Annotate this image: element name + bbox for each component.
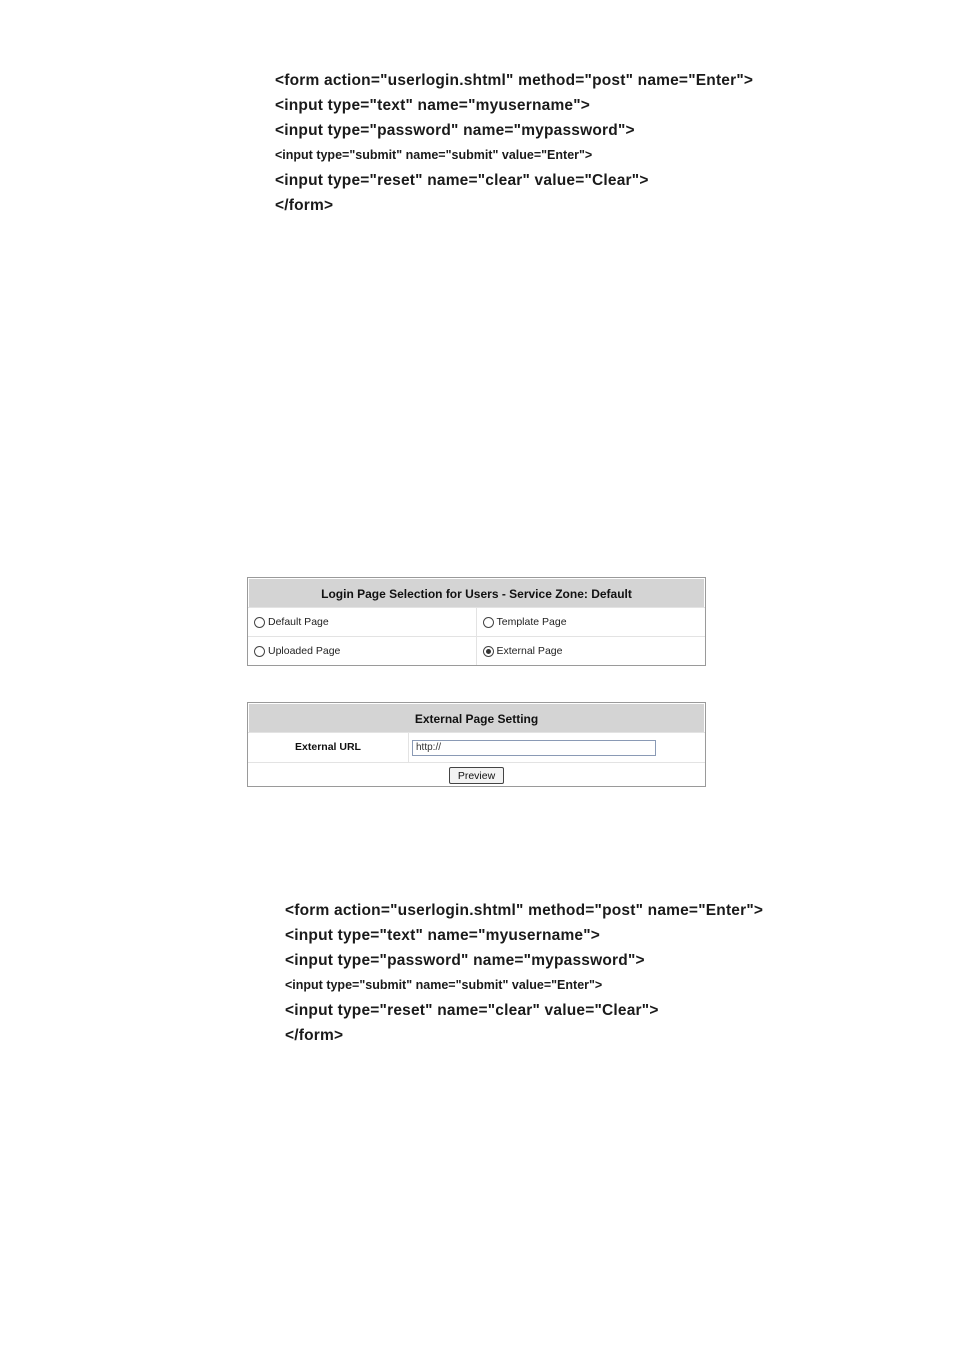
external-page-setting-panel (247, 702, 706, 787)
code-line: <input type="submit" name="submit" value="Enter"> (285, 978, 603, 992)
code-line: <input type="submit" name="submit" value="Enter"> (275, 148, 593, 162)
code-snippet-bottom (285, 898, 763, 1048)
login-page-selection-panel (247, 577, 706, 666)
option-template-page[interactable] (477, 607, 706, 636)
code-line: <input type="reset" name="clear" value="Clear"> (285, 1002, 659, 1019)
option-default-page[interactable] (248, 607, 477, 636)
code-line: <input type="text" name="myusername"> (285, 927, 601, 944)
radio-icon[interactable] (254, 617, 265, 628)
code-line: </form> (275, 197, 334, 214)
option-label: Default Page (268, 616, 329, 628)
external-url-label: External URL (248, 733, 409, 762)
code-line: <input type="reset" name="clear" value="Clear"> (275, 172, 649, 189)
option-label: Template Page (496, 616, 567, 628)
code-line: <input type="password" name="mypassword"> (275, 122, 635, 139)
radio-icon[interactable] (483, 617, 494, 628)
option-label: Uploaded Page (268, 645, 341, 657)
code-line: <form action="userlogin.shtml" method="post" name="Enter"> (275, 72, 754, 89)
panel-title: External Page Setting (248, 703, 705, 732)
preview-button[interactable]: Preview (449, 767, 504, 784)
radio-icon[interactable] (254, 646, 265, 657)
code-line: <input type="password" name="mypassword"> (285, 952, 645, 969)
external-url-input[interactable] (412, 740, 656, 756)
code-line: </form> (285, 1027, 344, 1044)
code-snippet-top (275, 68, 753, 218)
code-line: <form action="userlogin.shtml" method="post" name="Enter"> (285, 902, 764, 919)
option-uploaded-page[interactable] (248, 636, 477, 665)
option-external-page[interactable] (477, 636, 706, 665)
code-line: <input type="text" name="myusername"> (275, 97, 591, 114)
panel-title: Login Page Selection for Users - Service Zone: Default (248, 578, 705, 607)
radio-icon[interactable] (483, 646, 494, 657)
option-label: External Page (496, 645, 563, 657)
